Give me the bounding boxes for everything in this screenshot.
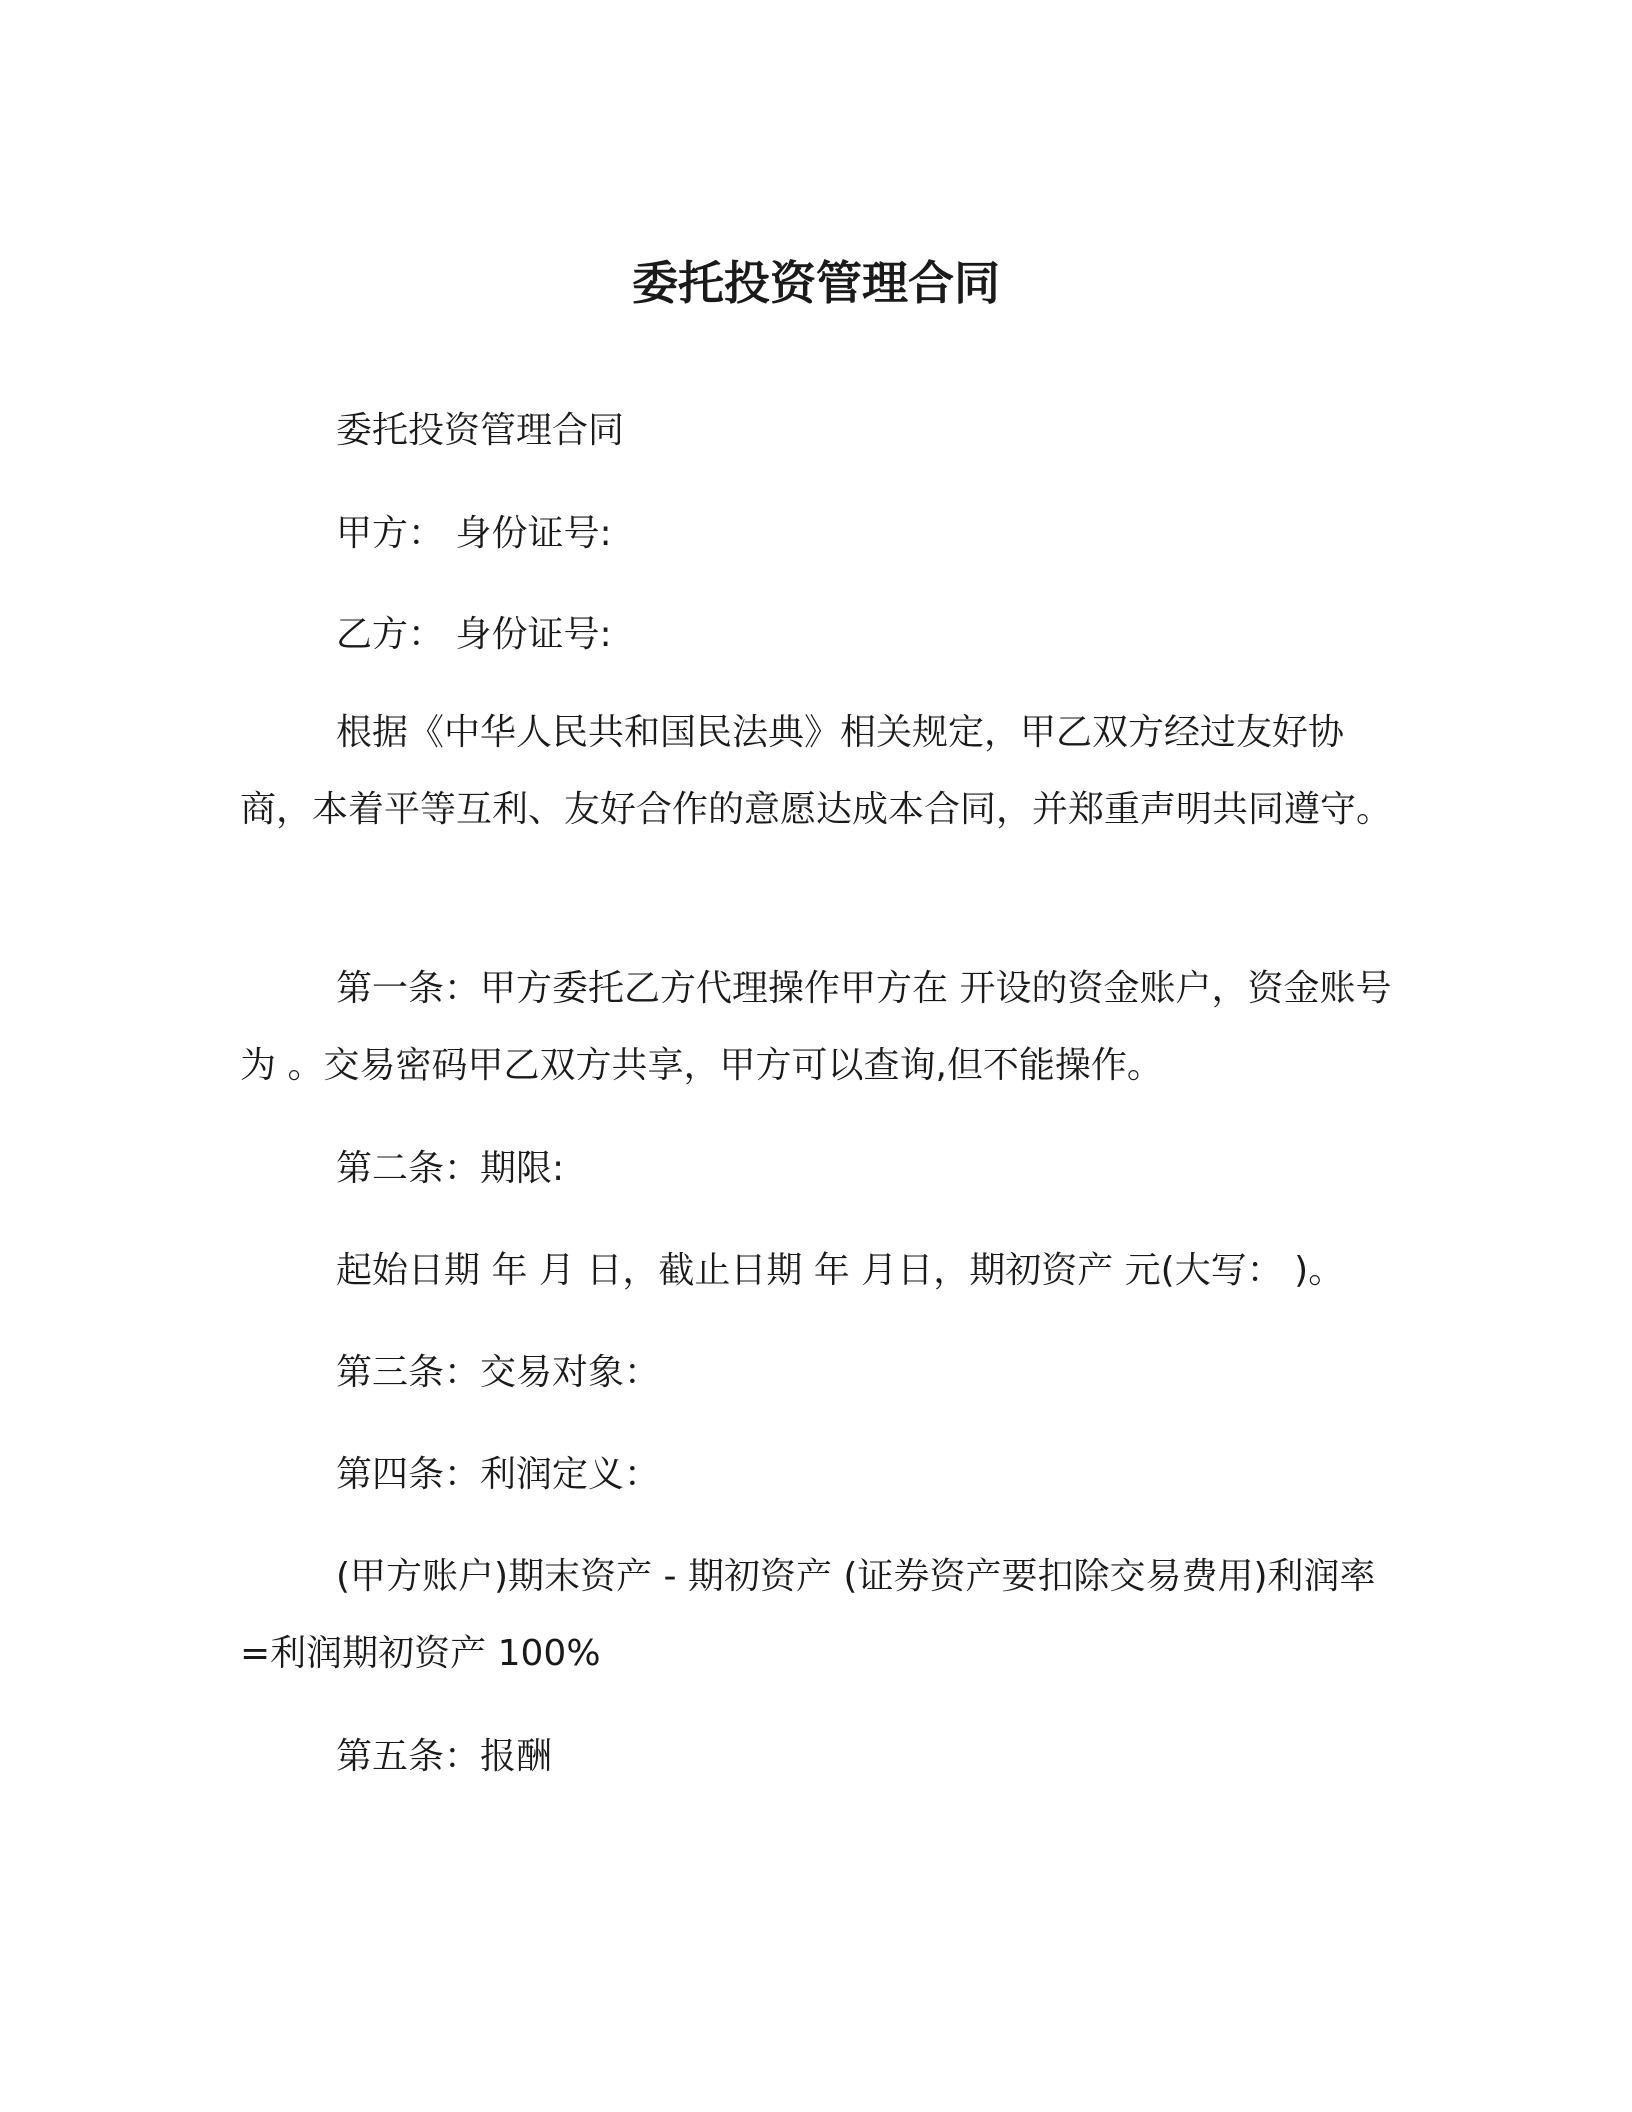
article-2-heading: 第二条：期限: — [336, 1148, 565, 1189]
article-5-heading: 第五条：报酬 — [336, 1736, 553, 1777]
article-1-paragraph: 第一条：甲方委托乙方代理操作甲方在 开设的资金账户，资金账号为 。交易密码甲乙双方共享，甲方可以查询,但不能操作。 — [240, 968, 1392, 1086]
preamble-paragraph: 根据《中华人民共和国民法典》相关规定，甲乙双方经过友好协商，本着平等互利、友好合作的意愿达成本合同，并郑重声明共同遵守。 — [240, 712, 1393, 830]
party-b-line: 乙方： 身份证号: — [336, 614, 612, 655]
document-title: 委托投资管理合同 — [632, 255, 1000, 310]
party-a-line: 甲方： 身份证号: — [336, 513, 612, 554]
article-3-heading: 第三条：交易对象： — [336, 1352, 661, 1393]
article-2-dates: 起始日期 年 月 日，截止日期 年 月日，期初资产 元(大写： )。 — [336, 1250, 1345, 1291]
article-4-heading: 第四条：利润定义： — [336, 1454, 661, 1495]
subtitle-paragraph: 委托投资管理合同 — [336, 410, 625, 451]
profit-definition-paragraph: (甲方账户)期末资产 - 期初资产 (证券资产要扣除交易费用)利润率=利润期初资产 100% — [240, 1556, 1376, 1674]
